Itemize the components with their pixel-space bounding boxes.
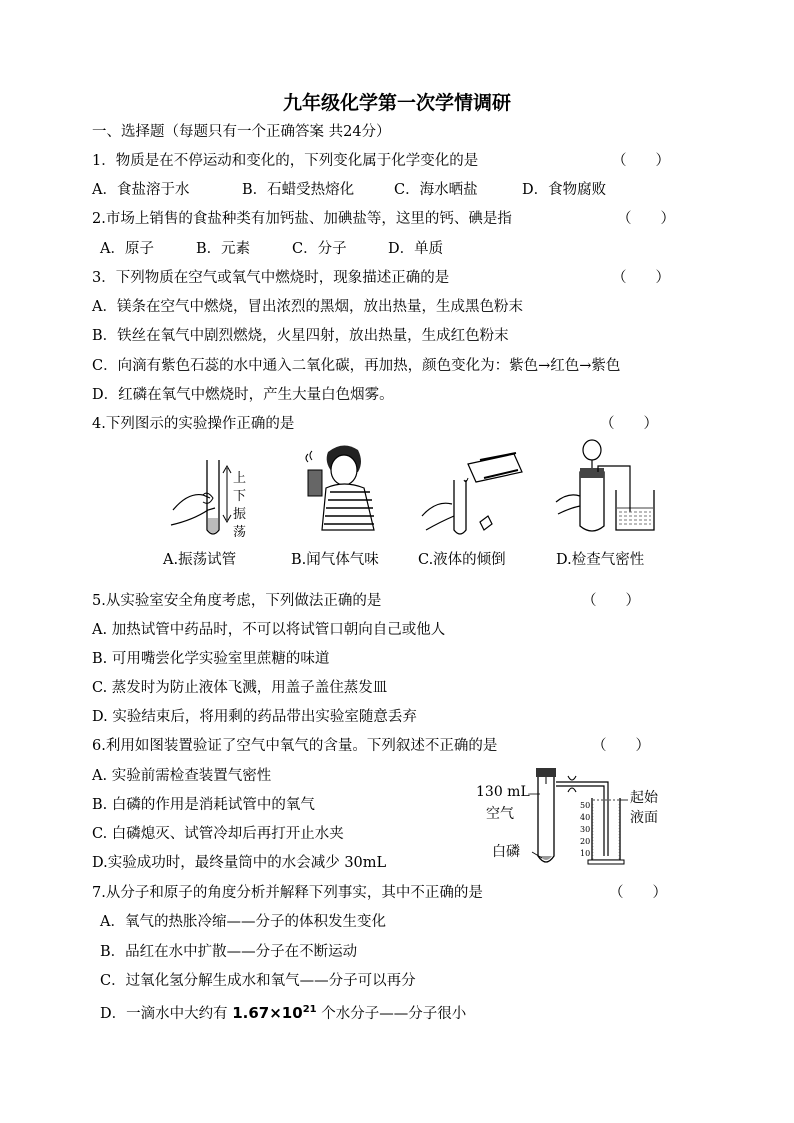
question-2-stem: 2.市场上销售的食盐种类有加钙盐、加碘盐等，这里的钙、碘是指 [92,211,512,227]
label-phosphorus: 白磷 [492,844,520,860]
answer-blank-4[interactable]: （ ） [600,416,658,432]
question-3-option-d[interactable]: D．红磷在氧气中燃烧时，产生大量白色烟雾。 [92,387,394,403]
question-6-stem: 6.利用如图装置验证了空气中氧气的含量。下列叙述不正确的是 [92,738,498,754]
option-d-number: 1.67×10 [232,1003,303,1022]
label-air: 空气 [486,806,514,822]
section-heading: 一、选择题（每题只有一个正确答案 共24分） [92,124,391,140]
option-a[interactable]: A．食盐溶于水 [92,182,190,198]
option-d-prefix: D．一滴水中大约有 [100,1005,233,1022]
question-5-option-c[interactable]: C. 蒸发时为防止液体飞溅，用盖子盖住蒸发皿 [92,680,388,696]
question-7-option-c[interactable]: C．过氧化氢分解生成水和氧气——分子可以再分 [100,973,416,989]
question-5-stem: 5.从实验室安全角度考虑，下列做法正确的是 [92,593,382,609]
question-7-option-a[interactable]: A．氧气的热胀冷缩——分子的体积发生变化 [100,914,386,930]
question-1-stem: 1．物质是在不停运动和变化的，下列变化属于化学变化的是 [92,153,479,169]
question-2-options [100,239,443,259]
figure-oxygen-apparatus [472,764,682,876]
caption-d: D.检查气密性 [556,552,645,568]
tick-20: 20 [580,837,591,846]
option-d-suffix: 个水分子——分子很小 [316,1005,467,1022]
caption-b: B.闻气体气味 [291,552,379,568]
answer-blank-3[interactable]: （ ） [612,270,670,286]
question-6-option-b[interactable]: B. 白磷的作用是消耗试管中的氧气 [92,797,315,813]
label-volume: 130 mL [476,784,530,800]
question-7-stem: 7.从分子和原子的角度分析并解释下列事实，其中不正确的是 [92,885,483,901]
question-3-option-b[interactable]: B．铁丝在氧气中剧烈燃烧，火星四射，放出热量，生成红色粉末 [92,328,509,344]
question-4-stem: 4.下列图示的实验操作正确的是 [92,416,295,432]
question-5-option-b[interactable]: B. 可用嘴尝化学实验室里蔗糖的味道 [92,651,330,667]
question-6-option-a[interactable]: A. 实验前需检查装置气密性 [92,768,272,784]
question-7-option-d[interactable] [100,1000,466,1024]
option-d-exponent: 21 [302,1004,317,1015]
option-d[interactable]: D．食物腐败 [522,182,607,198]
option-a[interactable]: A．原子 [100,241,154,257]
answer-blank-2[interactable]: （ ） [617,211,675,227]
caption-a: A.振荡试管 [163,552,237,568]
figure-shake-test-tube [163,440,273,540]
shake-label-4: 荡 [233,525,247,540]
question-6-option-d[interactable]: D.实验成功时，最终量筒中的水会减少 30mL [92,855,387,871]
question-3-option-c[interactable]: C．向滴有紫色石蕊的水中通入二氧化碳，再加热，颜色变化为：紫色→红色→紫色 [92,358,621,374]
label-start-2: 液面 [630,810,658,826]
option-b[interactable]: B．石蜡受热熔化 [242,182,355,198]
shake-label-1: 上 [233,471,247,486]
question-3-stem: 3．下列物质在空气或氧气中燃烧时，现象描述正确的是 [92,270,450,286]
tick-40: 40 [580,813,591,822]
figure-airtightness-check [552,436,672,536]
caption-c: C.液体的倾倒 [418,552,506,568]
answer-blank-6[interactable]: （ ） [592,738,650,754]
figure-pour-liquid [418,450,528,540]
option-c[interactable]: C．分子 [292,241,347,257]
answer-blank-1[interactable]: （ ） [612,153,670,169]
page-title: 九年级化学第一次学情调研 [282,92,511,114]
label-start-1: 起始 [630,790,658,806]
tick-10: 10 [580,849,591,858]
shake-label-2: 下 [233,489,247,504]
question-5-option-a[interactable]: A. 加热试管中药品时，不可以将试管口朝向自己或他人 [92,622,446,638]
question-5-option-d[interactable]: D. 实验结束后，将用剩的药品带出实验室随意丢弃 [92,709,417,725]
option-d[interactable]: D．单质 [388,241,444,257]
option-c[interactable]: C．海水晒盐 [394,182,478,198]
question-6-option-c[interactable]: C. 白磷熄灭、试管冷却后再打开止水夹 [92,826,344,842]
answer-blank-5[interactable]: （ ） [582,593,640,609]
tick-50: 50 [580,801,591,810]
question-3-option-a[interactable]: A．镁条在空气中燃烧，冒出浓烈的黑烟，放出热量，生成黑色粉末 [92,299,523,315]
figure-boy-smelling [298,440,388,535]
question-7-option-b[interactable]: B．品红在水中扩散——分子在不断运动 [100,944,358,960]
option-b[interactable]: B．元素 [196,241,251,257]
question-1-options [92,180,606,200]
shake-label-3: 振 [233,507,247,522]
answer-blank-7[interactable]: （ ） [609,885,667,901]
tick-30: 30 [580,825,591,834]
